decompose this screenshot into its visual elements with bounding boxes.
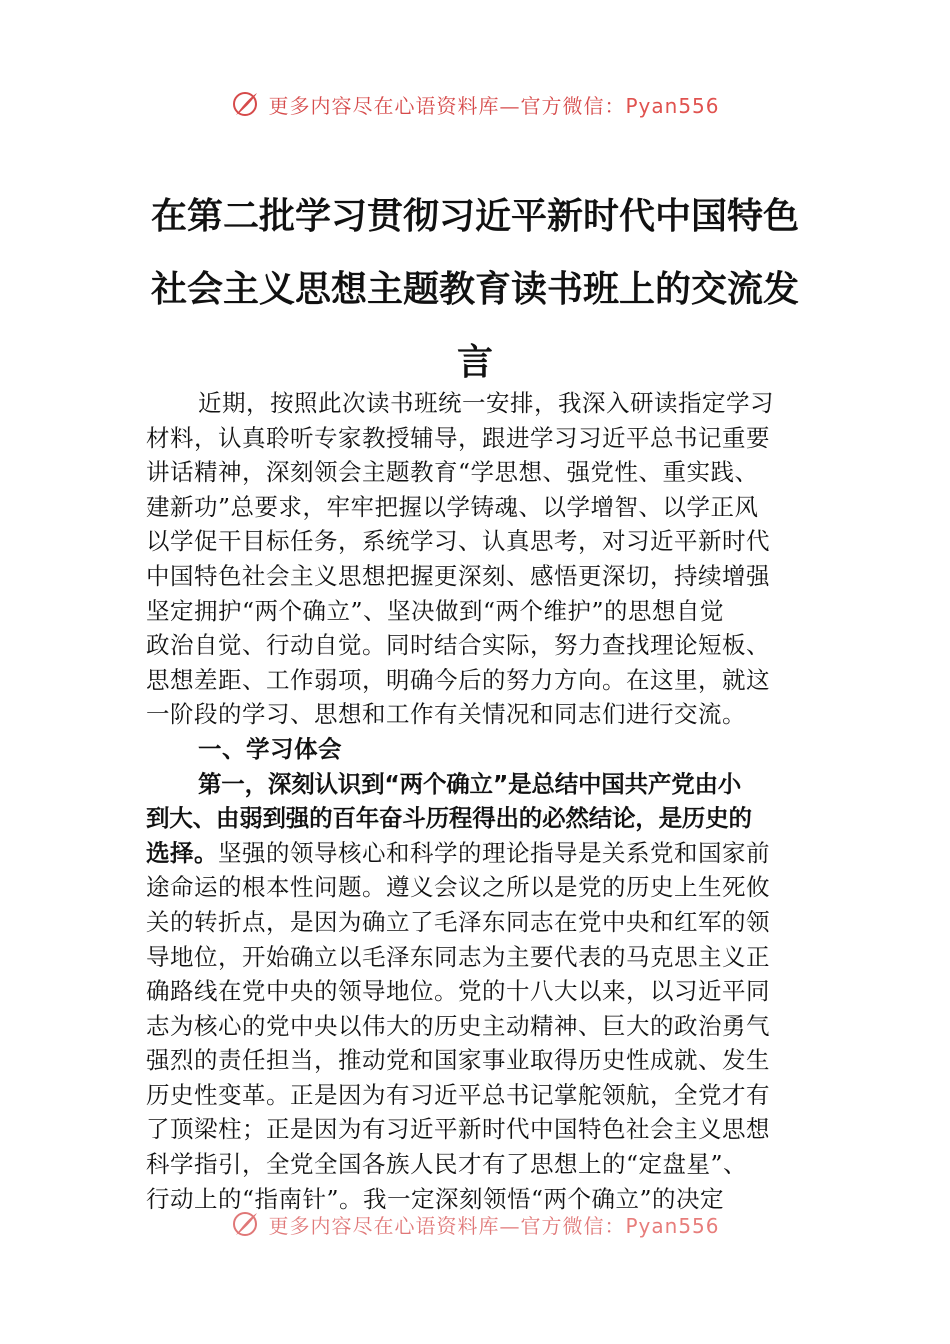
text-line: 中国特色社会主义思想把握更深刻、感悟更深切，持续增强 (146, 561, 770, 590)
feather-logo-icon (230, 89, 260, 119)
text-line: 志为核心的党中央以伟大的历史主动精神、巨大的政治勇气 (146, 1011, 770, 1040)
text-line: 材料，认真聆听专家教授辅导，跟进学习习近平总书记重要 (146, 423, 770, 452)
text-line: 了顶梁柱；正是因为有习近平新时代中国特色社会主义思想 (146, 1115, 770, 1144)
text-line: 坚定拥护“两个确立”、坚决做到“两个维护”的思想自觉 (146, 596, 725, 625)
text-line: 思想差距、工作弱项，明确今后的努力方向。在这里，就这 (146, 665, 770, 694)
document-title (140, 180, 810, 399)
watermark-text: 更多内容尽在心语资料库—官方微信：Pyan556 (268, 1213, 720, 1238)
feather-logo-icon (230, 1209, 260, 1239)
text-line: 导地位，开始确立以毛泽东同志为主要代表的马克思主义正 (146, 942, 770, 971)
text-line: 一阶段的学习、思想和工作有关情况和同志们进行交流。 (146, 700, 746, 729)
text-line: 政治自觉、行动自觉。同时结合实际，努力查找理论短板、 (146, 631, 770, 660)
section-heading: 一、学习体会 (198, 734, 342, 763)
text-line: 以学促干目标任务，系统学习、认真思考，对习近平新时代 (146, 527, 770, 556)
text-line: 途命运的根本性问题。遵义会议之所以是党的历史上生死攸 (146, 873, 770, 902)
text-line: 行动上的“指南针”。我一定深刻领悟“两个确立”的决定 (146, 1184, 725, 1213)
document-body (146, 386, 810, 1216)
bold-text-line: 到大、由弱到强的百年奋斗历程得出的必然结论，是历史的 (146, 804, 752, 833)
title-line: 社会主义思想主题教育读书班上的交流发 (150, 269, 799, 310)
text-line: 讲话精神，深刻领会主题教育“学思想、强党性、重实践、 (146, 458, 759, 487)
bold-lead: 选择。 (146, 838, 218, 867)
text-line: 历史性变革。正是因为有习近平总书记掌舵领航，全党才有 (146, 1080, 770, 1109)
text-line: 建新功”总要求，牢牢把握以学铸魂、以学增智、以学正风 (146, 492, 759, 521)
watermark-footer (0, 1204, 950, 1244)
text-line: 确路线在党中央的领导地位。党的十八大以来，以习近平同 (146, 977, 770, 1006)
text-line: 近期，按照此次读书班统一安排，我深入研读指定学习 (198, 389, 774, 417)
text-line (146, 836, 810, 871)
bold-text-line: 第一，深刻认识到“两个确立”是总结中国共产党由小 (198, 769, 742, 798)
watermark-header (0, 84, 950, 124)
text-line: 强烈的责任担当，推动党和国家事业取得历史性成就、发生 (146, 1046, 770, 1075)
title-line: 言 (456, 342, 493, 383)
title-line: 在第二批学习贯彻习近平新时代中国特色 (150, 196, 799, 237)
text-run: 坚强的领导核心和科学的理论指导是关系党和国家前 (218, 838, 770, 867)
text-line: 关的转折点，是因为确立了毛泽东同志在党中央和红军的领 (146, 907, 770, 936)
text-line: 科学指引，全党全国各族人民才有了思想上的“定盘星”、 (146, 1150, 748, 1179)
watermark-text: 更多内容尽在心语资料库—官方微信：Pyan556 (268, 93, 720, 118)
